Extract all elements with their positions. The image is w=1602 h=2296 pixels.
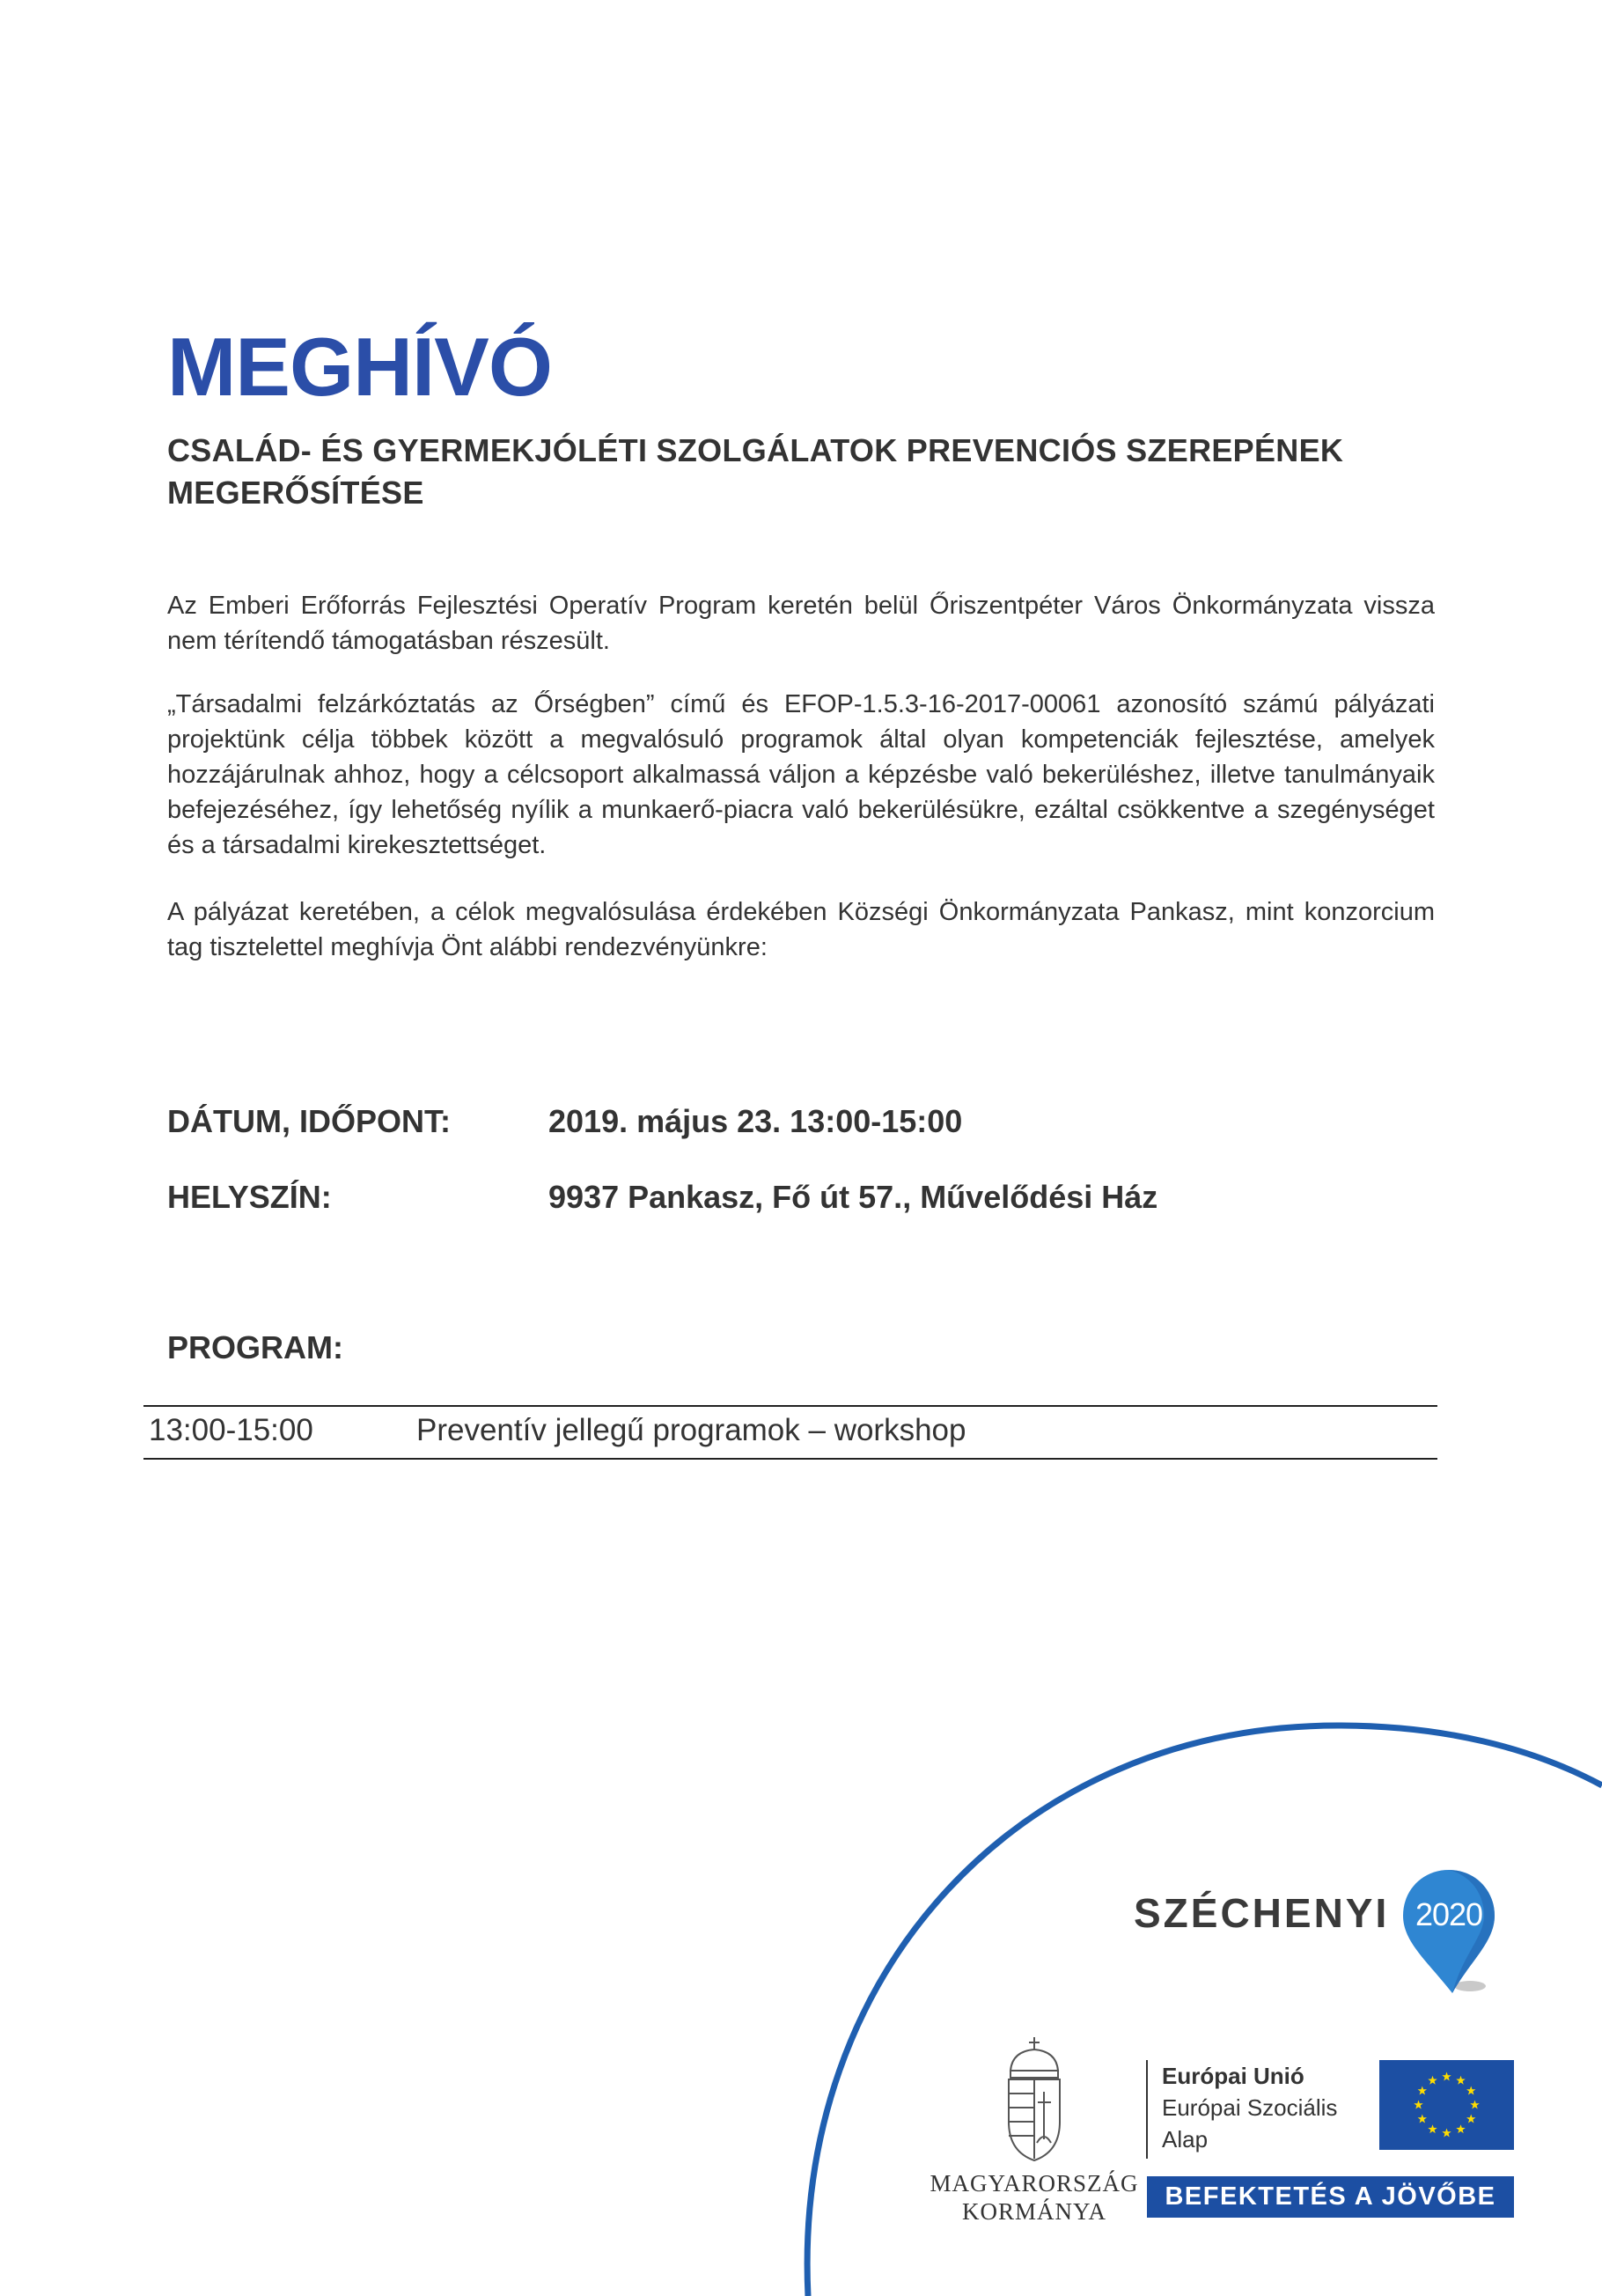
eu-name-line-2: Európai Szociális — [1162, 2094, 1338, 2121]
hungarian-coat-of-arms-icon — [1002, 2035, 1067, 2164]
place-value: 9937 Pankasz, Fő út 57., Művelődési Ház — [548, 1179, 1158, 1215]
eu-name-line-1: Európai Unió — [1162, 2063, 1304, 2089]
investment-slogan-bar: BEFEKTETÉS A JÖVŐBE — [1147, 2176, 1514, 2218]
program-description: Preventív jellegű programok – workshop — [416, 1413, 966, 1447]
szechenyi-year: 2020 — [1415, 1896, 1483, 1932]
program-time: 13:00-15:00 — [149, 1413, 313, 1447]
szechenyi-wordmark: SZÉCHENYI — [1134, 1890, 1390, 1936]
government-name-line-1: MAGYARORSZÁG — [930, 2170, 1139, 2197]
place-label: HELYSZÍN: — [167, 1179, 332, 1215]
project-paragraph: „Társadalmi felzárkóztatás az Őrségben” című és EFOP-1.5.3-16-2017-00061 azonosító számú pályázati projektünk célja többek között a megvalósuló programok által olyan kompetenciák fejlesztése, amelyek hozzájárulnak ahhoz, hogy a célcsoport alkalmassá váljon a képzésbe való bekerüléshez, illetve tanulmányaik befejezéséhez, így lehetőség nyílik a munkaerő-piacra való bekerülésükre, ezáltal csökkentve a szegénységet és a társadalmi kirekesztettséget. — [167, 690, 1435, 859]
date-label: DÁTUM, IDŐPONT: — [167, 1103, 451, 1139]
program-heading: PROGRAM: — [167, 1329, 343, 1365]
invitation-paragraph: A pályázat keretében, a célok megvalósulása érdekében Községi Önkormányzata Pankasz, mint konzorcium tag tisztelettel meghívja Önt alábbi rendezvényünkre: — [167, 898, 1435, 961]
intro-paragraph: Az Emberi Erőforrás Fejlesztési Operatív Program keretén belül Őriszentpéter Város Önkormányzata vissza nem térítendő támogatásban részesült. — [167, 592, 1435, 655]
invitation-title: MEGHÍVÓ — [167, 320, 552, 413]
government-name-line-2: KORMÁNYA — [961, 2198, 1106, 2225]
eu-name-line-3: Alap — [1162, 2126, 1209, 2152]
subtitle-line-1: CSALÁD- ÉS GYERMEKJÓLÉTI SZOLGÁLATOK PREVENCIÓS SZEREPÉNEK — [167, 432, 1344, 468]
eu-divider — [1146, 2060, 1148, 2159]
date-value: 2019. május 23. 13:00-15:00 — [548, 1103, 963, 1139]
subtitle-line-2: MEGERŐSÍTÉSE — [167, 475, 424, 511]
eu-flag-icon — [1379, 2060, 1514, 2150]
